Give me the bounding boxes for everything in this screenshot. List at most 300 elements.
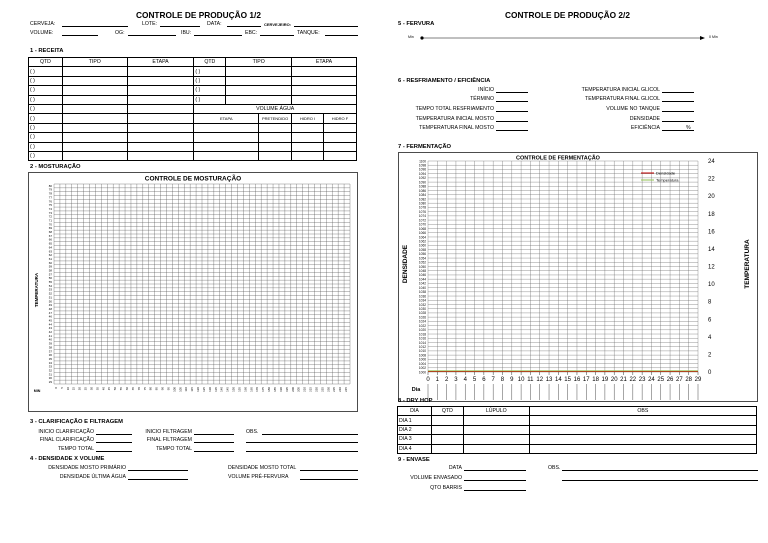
- fermentacao-series: [428, 371, 698, 372]
- y-tick-label: 1022: [418, 323, 426, 328]
- x-tick-label: 235: [332, 387, 337, 392]
- dryhop-header-dia: DIA: [398, 407, 432, 416]
- y-tick-label: 1094: [418, 171, 426, 176]
- receita-qtd-cell[interactable]: ( ): [29, 151, 63, 160]
- y-tick-label: 1070: [418, 222, 426, 227]
- receita-row[interactable]: [29, 114, 357, 123]
- inicio-clarificacao-field[interactable]: [96, 429, 132, 435]
- dryhop-row[interactable]: [398, 416, 757, 425]
- envase-obs-field[interactable]: [562, 465, 758, 471]
- tanque-label: TANQUE:: [297, 30, 320, 36]
- x-tick-label: 22: [629, 377, 637, 383]
- y-tick-label: 1082: [418, 197, 426, 202]
- receita-cell[interactable]: [292, 67, 357, 76]
- x-tick-label: 10: [65, 387, 70, 391]
- volume-cell[interactable]: [292, 123, 324, 132]
- y-tick-label: 1068: [418, 226, 426, 231]
- volume-tanque-field[interactable]: [662, 106, 694, 112]
- volume-header-hidro-f: HIDRO F: [324, 114, 357, 123]
- volume-cell[interactable]: [259, 151, 292, 160]
- receita-cell[interactable]: [127, 151, 194, 160]
- lote-field[interactable]: [160, 21, 200, 27]
- og-label: OG:: [115, 30, 125, 36]
- temp-final-mosto-label: TEMPERATURA FINAL MOSTO: [419, 125, 494, 131]
- tempo-total-1-field[interactable]: [96, 446, 132, 452]
- y-tick-label: 1064: [418, 235, 426, 240]
- y-tick-label: 38: [48, 345, 52, 350]
- y-tick-label: 43: [48, 326, 52, 331]
- y-tick-label: 74: [48, 206, 52, 211]
- receita-cell[interactable]: [62, 76, 127, 85]
- cerveja-label: CERVEJA:: [30, 21, 56, 27]
- y-tick-label: 1078: [418, 205, 426, 210]
- receita-cell[interactable]: [226, 76, 292, 85]
- y-tick-label: 1028: [418, 311, 426, 316]
- y-tick-label: 72: [48, 214, 52, 219]
- dryhop-cell[interactable]: [463, 416, 529, 425]
- x-tick-label: 90: [160, 387, 165, 391]
- x-tick-label: 13: [545, 377, 553, 383]
- y-tick-label: 1038: [418, 290, 426, 295]
- eficiencia-percent: %: [686, 125, 691, 131]
- y-tick-label: 1002: [418, 366, 426, 371]
- y-tick-label: 1090: [418, 180, 426, 185]
- fermentacao-x-label: Dia: [411, 387, 421, 393]
- page2-title: CONTROLE DE PRODUÇÃO 2/2: [505, 10, 630, 20]
- receita-row[interactable]: [29, 142, 357, 151]
- densidade-ultima-agua-field[interactable]: [128, 474, 188, 480]
- y-tick-label: 40: [48, 337, 52, 342]
- y-tick-label: 35: [48, 356, 52, 361]
- y-tick-label: 77: [48, 195, 52, 200]
- og-field[interactable]: [128, 30, 176, 36]
- receita-cell[interactable]: [127, 142, 194, 151]
- receita-cell[interactable]: [127, 86, 194, 95]
- volume-cell[interactable]: [259, 142, 292, 151]
- receita-cell[interactable]: [127, 133, 194, 142]
- dryhop-cell[interactable]: [431, 416, 463, 425]
- receita-cell[interactable]: [62, 86, 127, 95]
- clarificacao-obs-field[interactable]: [246, 437, 358, 443]
- y-tick-label: 1046: [418, 273, 426, 278]
- receita-qtd-cell[interactable]: ( ): [29, 142, 63, 151]
- fermentacao-y-label: DENSIDADE: [402, 244, 409, 284]
- receita-qtd-cell[interactable]: ( ): [29, 104, 63, 113]
- y-tick-label: 1000: [418, 370, 426, 375]
- dryhop-cell[interactable]: [463, 444, 529, 453]
- volume-tanque-label: VOLUME NO TANQUE: [606, 106, 660, 112]
- y-tick-label: 39: [48, 341, 52, 346]
- receita-row[interactable]: [29, 104, 357, 113]
- x-tick-label: 40: [101, 387, 106, 391]
- x-tick-label: 85: [154, 387, 159, 391]
- densidade-mosto-primario-field[interactable]: [128, 465, 188, 471]
- receita-cell[interactable]: [292, 95, 357, 104]
- x-tick-label: 130: [207, 387, 212, 392]
- y2-tick-label: 10: [708, 282, 715, 289]
- volume-cell[interactable]: [292, 142, 324, 151]
- x-tick-label: 180: [267, 387, 272, 392]
- volume-header-hidro-i: HIDRO I: [292, 114, 324, 123]
- x-tick-label: 11: [527, 377, 534, 383]
- cervejeiro-field[interactable]: [294, 21, 358, 27]
- x-tick-label: 55: [119, 387, 124, 391]
- receita-qtd-cell[interactable]: ( ): [29, 95, 63, 104]
- y-tick-label: 1066: [418, 231, 426, 236]
- y-tick-label: 1086: [418, 188, 426, 193]
- fervura-section-title: 5 - FERVURA: [398, 21, 435, 27]
- y-tick-label: 1030: [418, 307, 426, 311]
- x-tick-label: 195: [284, 387, 289, 392]
- fermentacao-chart: [398, 152, 758, 402]
- y-tick-label: 62: [48, 253, 52, 258]
- receita-cell[interactable]: [226, 86, 292, 95]
- x-tick-label: 15: [564, 377, 571, 383]
- volume-cell[interactable]: [194, 123, 259, 132]
- receita-cell[interactable]: [292, 86, 357, 95]
- densidade-mosto-total-field[interactable]: [300, 465, 358, 471]
- x-tick-label: 25: [83, 387, 88, 391]
- y-tick-label: 71: [48, 218, 52, 223]
- y-tick-label: 1058: [418, 247, 426, 252]
- y-tick-label: 1074: [418, 214, 426, 219]
- mosturacao-x-ticks: [54, 387, 348, 392]
- x-tick-label: 28: [685, 377, 693, 383]
- y-tick-label: 46: [48, 314, 52, 319]
- final-clarificacao-field[interactable]: [96, 437, 132, 443]
- ibu-field[interactable]: [194, 30, 242, 36]
- temp-inicial-glicol-field[interactable]: [662, 87, 694, 93]
- receita-qtd-cell[interactable]: ( ): [194, 95, 226, 104]
- volume-cell[interactable]: [259, 133, 292, 142]
- receita-section-title: 1 - RECEITA: [30, 48, 64, 54]
- y2-tick-label: 20: [708, 194, 715, 201]
- x-tick-label: 20: [610, 377, 618, 383]
- x-tick-label: 20: [77, 387, 82, 391]
- y-tick-label: 1076: [418, 209, 426, 214]
- y-tick-label: 41: [48, 333, 52, 338]
- receita-row[interactable]: [29, 133, 357, 142]
- x-tick-label: 24: [648, 377, 655, 383]
- y-tick-label: 67: [48, 233, 52, 238]
- fermentacao-chart-title: CONTROLE DE FERMENTAÇÃO: [516, 155, 600, 162]
- x-tick-label: 45: [107, 387, 112, 391]
- volume-cell[interactable]: [292, 151, 324, 160]
- y-tick-label: 65: [48, 241, 52, 246]
- dryhop-row[interactable]: [398, 435, 757, 444]
- lote-label: LOTE:: [142, 21, 157, 27]
- receita-cell[interactable]: [62, 95, 127, 104]
- temp-final-mosto-field[interactable]: [496, 125, 528, 131]
- dryhop-header-lupulo: LÚPULO: [463, 407, 529, 416]
- receita-qtd-cell[interactable]: ( ): [194, 67, 226, 76]
- y-tick-label: 50: [48, 299, 52, 304]
- final-clarificacao-label: FINAL CLARIFICAÇÃO: [39, 437, 94, 443]
- x-tick-label: 29: [694, 377, 702, 383]
- receita-cell[interactable]: [127, 104, 194, 113]
- x-tick-label: 65: [130, 387, 135, 391]
- y-tick-label: 33: [48, 364, 52, 369]
- volume-cell[interactable]: [324, 133, 357, 142]
- dryhop-cell[interactable]: [529, 435, 756, 444]
- envase-section-title: 9 - ENVASE: [398, 457, 430, 463]
- y-tick-label: 1010: [418, 349, 426, 354]
- receita-qtd-cell[interactable]: ( ): [194, 76, 226, 85]
- tempo-total-resfriamento-label: TEMPO TOTAL RESFRIAMENTO: [415, 106, 494, 112]
- y-tick-label: 1026: [418, 315, 426, 320]
- receita-table: [28, 57, 357, 161]
- dryhop-header-row: [398, 407, 757, 416]
- x-tick-label: 240: [338, 387, 343, 392]
- volume-cell[interactable]: [324, 151, 357, 160]
- cerveja-field[interactable]: [62, 21, 128, 27]
- volume-cell[interactable]: [324, 123, 357, 132]
- dryhop-cell[interactable]: [431, 435, 463, 444]
- receita-row[interactable]: [29, 123, 357, 132]
- envase-obs-field[interactable]: [562, 475, 758, 481]
- densidade-ultima-agua-label: DENSIDADE ÚLTIMA ÁGUA: [59, 474, 126, 480]
- receita-cell[interactable]: [62, 151, 127, 160]
- data-field[interactable]: [227, 21, 261, 27]
- x-tick-label: 7: [491, 377, 495, 383]
- envase-data-label: DATA: [448, 465, 462, 471]
- receita-qtd-cell[interactable]: ( ): [29, 67, 63, 76]
- x-tick-label: 50: [113, 387, 118, 391]
- y-tick-label: 1042: [418, 281, 426, 286]
- resfriamento-section-title: 6 - RESFRIAMENTO / EFICIÊNCIA: [398, 78, 491, 84]
- y-tick-label: 1006: [418, 357, 426, 362]
- receita-qtd-cell[interactable]: ( ): [194, 86, 226, 95]
- y-tick-label: 76: [48, 199, 52, 204]
- receita-header-row: [29, 58, 357, 67]
- y-tick-label: 1100: [419, 159, 426, 164]
- receita-qtd-cell[interactable]: ( ): [29, 86, 63, 95]
- receita-cell[interactable]: [127, 123, 194, 132]
- y-tick-label: 42: [48, 330, 52, 335]
- volume-cell[interactable]: [324, 142, 357, 151]
- densidade-label: DENSIDADE: [629, 116, 660, 122]
- y-tick-label: 1088: [418, 184, 426, 189]
- receita-row[interactable]: [29, 95, 357, 104]
- clarificacao-obs-field[interactable]: [262, 429, 358, 435]
- y-tick-label: 1056: [418, 252, 426, 257]
- y-tick-label: 61: [48, 256, 52, 261]
- volume-cell[interactable]: [194, 133, 259, 142]
- y-tick-label: 1054: [418, 256, 426, 261]
- y-tick-label: 1080: [418, 201, 426, 206]
- inicio-field[interactable]: [496, 87, 528, 93]
- y-tick-label: 60: [48, 260, 52, 265]
- temp-inicial-glicol-label: TEMPERATURA INICIAL GLICOL: [581, 87, 660, 93]
- fervura-end-label: 0 Min: [709, 35, 718, 39]
- receita-row[interactable]: [29, 151, 357, 160]
- dryhop-cell[interactable]: [431, 425, 463, 434]
- y-tick-label: 30: [48, 376, 52, 381]
- legend-densidade-label: Densidade: [656, 170, 676, 176]
- receita-cell[interactable]: [127, 95, 194, 104]
- y-tick-label: 56: [48, 276, 52, 281]
- y-tick-label: 1024: [418, 319, 426, 324]
- receita-row[interactable]: [29, 76, 357, 85]
- x-tick-label: 1: [435, 377, 439, 383]
- receita-cell[interactable]: [62, 67, 127, 76]
- x-tick-label: 18: [592, 377, 599, 383]
- receita-cell[interactable]: [127, 114, 194, 123]
- x-tick-label: 210: [302, 387, 307, 392]
- inicio-filtragem-field[interactable]: [194, 429, 234, 435]
- y-tick-label: 49: [48, 303, 52, 308]
- fervura-start-label: Min: [408, 35, 414, 39]
- dryhop-row[interactable]: [398, 444, 757, 453]
- x-tick-label: 105: [178, 387, 183, 392]
- receita-qtd-cell[interactable]: ( ): [29, 76, 63, 85]
- dryhop-cell[interactable]: [529, 425, 756, 434]
- receita-qtd-cell[interactable]: ( ): [29, 133, 63, 142]
- termino-field[interactable]: [496, 96, 528, 102]
- receita-cell[interactable]: [62, 104, 127, 113]
- volume-envasado-label: VOLUME ENVASADO: [410, 475, 462, 481]
- dryhop-dia-cell: DIA 1: [398, 416, 432, 425]
- header-qtd: QTD: [29, 58, 63, 67]
- inicio-clarificacao-label: INICIO CLARIFICAÇÃO: [38, 429, 94, 435]
- tanque-field[interactable]: [325, 30, 358, 36]
- y-tick-label: 31: [48, 372, 52, 377]
- y2-tick-label: 18: [708, 211, 715, 218]
- x-tick-label: 145: [225, 387, 230, 392]
- y-tick-label: 70: [48, 222, 52, 227]
- y-tick-label: 1014: [418, 340, 426, 345]
- receita-row[interactable]: [29, 86, 357, 95]
- receita-cell[interactable]: [127, 67, 194, 76]
- y-tick-label: 36: [48, 353, 52, 358]
- volume-field[interactable]: [62, 30, 98, 36]
- densidade-section-title: 4 - DENSIDADE X VOLUME: [30, 456, 105, 462]
- receita-cell[interactable]: [62, 114, 127, 123]
- x-tick-label: 8: [500, 377, 505, 383]
- y-tick-label: 68: [48, 230, 52, 235]
- y-tick-label: 1036: [418, 294, 426, 299]
- densidade-mosto-total-label: DENSIDADE MOSTO TOTAL: [228, 465, 297, 471]
- receita-cell[interactable]: [127, 76, 194, 85]
- dryhop-cell[interactable]: [529, 416, 756, 425]
- x-tick-label: 125: [201, 387, 206, 392]
- y-tick-label: 1004: [418, 361, 426, 366]
- tempo-total-resfriamento-field[interactable]: [496, 106, 528, 112]
- fermentacao-y-ticks: [419, 159, 426, 374]
- receita-cell[interactable]: [226, 67, 292, 76]
- x-tick-label: 165: [249, 387, 254, 392]
- y-tick-label: 1072: [418, 218, 426, 223]
- y-tick-label: 1048: [418, 269, 426, 274]
- x-tick-label: 160: [243, 387, 248, 392]
- temp-inicial-mosto-field[interactable]: [496, 116, 528, 122]
- dryhop-cell[interactable]: [463, 435, 529, 444]
- final-filtragem-field[interactable]: [194, 437, 234, 443]
- receita-qtd-cell[interactable]: ( ): [29, 123, 63, 132]
- dryhop-cell[interactable]: [463, 425, 529, 434]
- volume-cell[interactable]: [194, 151, 259, 160]
- y-tick-label: 51: [48, 295, 52, 300]
- x-tick-label: 245: [344, 387, 349, 392]
- volume-pre-fervura-field[interactable]: [300, 474, 358, 480]
- envase-obs-label: OBS.: [548, 465, 561, 471]
- receita-qtd-cell[interactable]: ( ): [29, 114, 63, 123]
- tempo-total-2-field[interactable]: [194, 446, 234, 452]
- receita-cell[interactable]: [292, 76, 357, 85]
- envase-data-field[interactable]: [464, 465, 526, 471]
- y2-tick-label: 16: [708, 229, 715, 236]
- y-tick-label: 45: [48, 318, 52, 323]
- y2-tick-label: 0: [708, 370, 712, 376]
- y-tick-label: 1060: [418, 243, 426, 248]
- y-tick-label: 64: [48, 245, 52, 250]
- termino-label: TÉRMINO: [470, 96, 494, 102]
- eficiencia-label: EFICIÊNCIA: [630, 125, 660, 131]
- y-tick-label: 1012: [418, 344, 426, 349]
- header-etapa: ETAPA: [127, 58, 194, 67]
- receita-cell[interactable]: [62, 133, 127, 142]
- x-tick-label: 10: [517, 377, 525, 383]
- dryhop-cell[interactable]: [431, 444, 463, 453]
- qto-barris-field[interactable]: [464, 485, 526, 491]
- densidade-field[interactable]: [662, 116, 694, 122]
- y-tick-label: 1098: [418, 163, 426, 168]
- volume-cell[interactable]: [259, 123, 292, 132]
- receita-row[interactable]: [29, 67, 357, 76]
- header-qtd-2: QTD: [194, 58, 226, 67]
- dryhop-cell[interactable]: [529, 444, 756, 453]
- volume-label: VOLUME:: [30, 30, 54, 36]
- x-tick-label: 35: [95, 387, 100, 391]
- y-tick-label: 1018: [418, 332, 426, 337]
- volume-envasado-field[interactable]: [464, 475, 526, 481]
- clarificacao-obs-field[interactable]: [246, 446, 358, 452]
- header-tipo: TIPO: [62, 58, 127, 67]
- header-etapa-2: ETAPA: [292, 58, 357, 67]
- x-tick-label: 5: [59, 387, 64, 389]
- y-tick-label: 1044: [418, 277, 426, 282]
- volume-cell[interactable]: [194, 142, 259, 151]
- dryhop-dia-cell: DIA 4: [398, 444, 432, 453]
- x-tick-label: 70: [136, 387, 141, 391]
- receita-cell[interactable]: [62, 142, 127, 151]
- legend-temperatura-label: Temperatura: [656, 177, 679, 183]
- fermentacao-y2-label: TEMPERATURA: [744, 239, 751, 289]
- ebc-field[interactable]: [260, 30, 294, 36]
- inicio-label: INÍCIO: [478, 87, 494, 93]
- receita-cell[interactable]: [62, 123, 127, 132]
- temp-final-glicol-field[interactable]: [662, 96, 694, 102]
- volume-header-etapa: ETAPA: [194, 114, 259, 123]
- dryhop-row[interactable]: [398, 425, 757, 434]
- y-tick-label: 1020: [418, 328, 426, 333]
- y-tick-label: 1032: [418, 302, 426, 307]
- x-tick-label: 170: [255, 387, 260, 392]
- x-tick-label: 21: [620, 377, 627, 383]
- x-tick-label: 95: [166, 387, 171, 391]
- x-tick-label: 0: [53, 387, 58, 389]
- y-tick-label: 73: [48, 210, 52, 215]
- x-tick-label: 26: [666, 377, 674, 383]
- x-tick-label: 25: [657, 377, 665, 383]
- y2-tick-label: 4: [708, 334, 712, 341]
- y-tick-label: 1096: [418, 167, 426, 172]
- volume-cell[interactable]: [292, 133, 324, 142]
- inicio-filtragem-label: INICIO FILTRAGEM: [145, 429, 192, 435]
- dryhop-section-title: 8 - DRY HOP: [398, 398, 433, 404]
- receita-cell[interactable]: [226, 95, 292, 104]
- clarificacao-obs-label: OBS.: [246, 429, 259, 435]
